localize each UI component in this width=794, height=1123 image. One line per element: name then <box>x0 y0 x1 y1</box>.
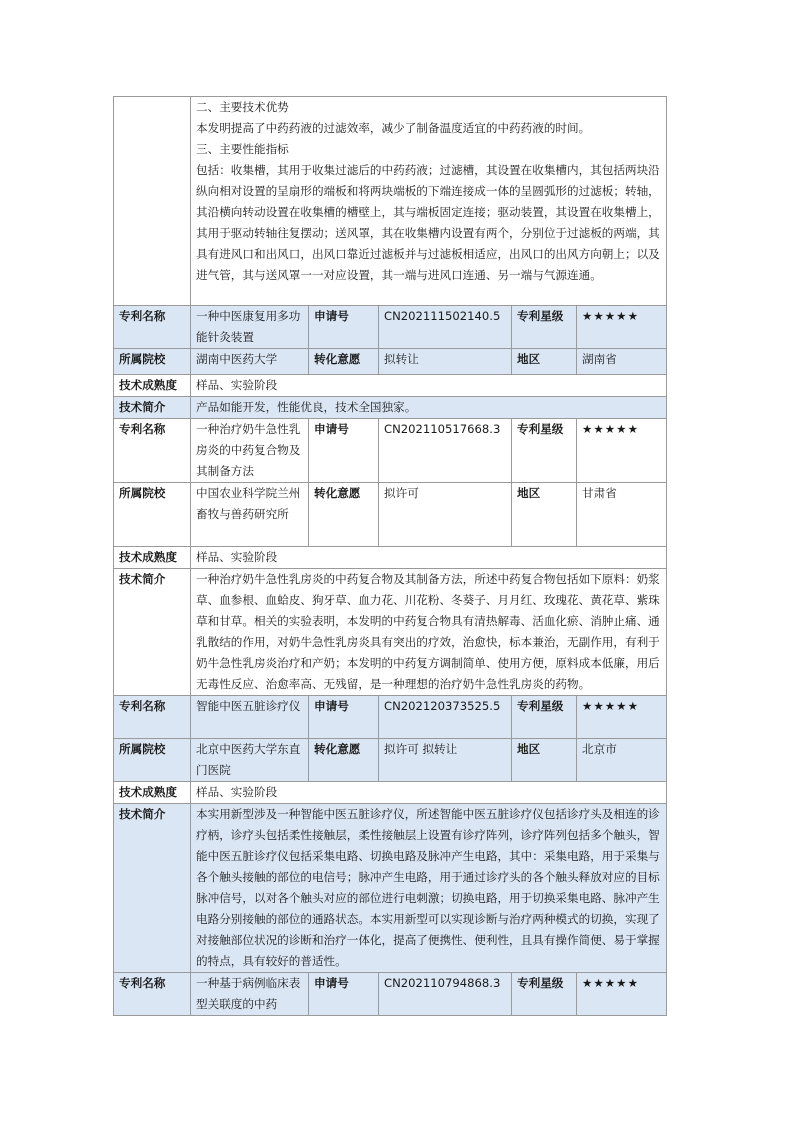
patent-name-label: 专利名称 <box>114 419 191 483</box>
app-no: CN202111502140.5 <box>379 306 512 349</box>
intent: 拟许可 拟转让 <box>379 739 512 782</box>
maturity: 样品、实验阶段 <box>191 547 667 569</box>
patent-table-page <box>113 96 666 1016</box>
indicators-text: 包括：收集槽，其用于收集过滤后的中药药液；过滤槽，其设置在收集槽内，其包括两块沿纵向相对设置的呈扇形的端板和将两块端板的下端连接成一体的呈圆弧形的过滤板；转轴，其沿横向转动设置在收集槽的槽壁上，其与端板固定连接；驱动装置，其设置在收集槽上，其用于驱动转轴往复摆动；送风罩，其在收集槽内设置有两个，分别位于过滤板的两端，其具有进风口和出风口，出风口靠近过滤板并与过滤板相适应，出风口的出风方向朝上；以及进气管，其与送风罩一一对应设置，其一端与进风口连通、另一端与气源连通。 <box>196 163 660 282</box>
star-rating: ★★★★★ <box>577 419 667 483</box>
continuation-row <box>114 97 667 306</box>
region-label: 地区 <box>512 483 577 547</box>
maturity: 样品、实验阶段 <box>191 375 667 397</box>
intent: 拟转让 <box>379 349 512 375</box>
indicators-heading: 三、主要性能指标 <box>196 142 289 156</box>
region-label: 地区 <box>512 349 577 375</box>
institution: 北京中医药大学东直门医院 <box>191 739 309 782</box>
app-no: CN202110517668.3 <box>379 419 512 483</box>
patent-2-name-row <box>114 419 667 483</box>
intent-label: 转化意愿 <box>309 483 379 547</box>
summary-label: 技术简介 <box>114 804 191 973</box>
patent-name-label: 专利名称 <box>114 973 191 1016</box>
app-no-label: 申请号 <box>309 306 379 349</box>
intent-label: 转化意愿 <box>309 739 379 782</box>
institution-label: 所属院校 <box>114 483 191 547</box>
maturity-label: 技术成熟度 <box>114 782 191 804</box>
app-no: CN202120373525.5 <box>379 696 512 739</box>
patent-name-label: 专利名称 <box>114 696 191 739</box>
app-no-label: 申请号 <box>309 419 379 483</box>
patent-name: 智能中医五脏诊疗仪 <box>191 696 309 739</box>
advantage-text: 本发明提高了中药药液的过滤效率，减少了制备温度适宜的中药药液的时间。 <box>196 121 591 135</box>
star-level-label: 专利星级 <box>512 419 577 483</box>
patent-name: 一种中医康复用多功能针灸装置 <box>191 306 309 349</box>
star-rating: ★★★★★ <box>577 696 667 739</box>
maturity-label: 技术成熟度 <box>114 547 191 569</box>
app-no-label: 申请号 <box>309 973 379 1016</box>
app-no-label: 申请号 <box>309 696 379 739</box>
patent-4-name-row <box>114 973 667 1016</box>
patent-name: 一种治疗奶牛急性乳房炎的中药复合物及其制备方法 <box>191 419 309 483</box>
patent-3-summary-row <box>114 804 667 973</box>
patent-table <box>113 96 667 1016</box>
patent-2-maturity-row <box>114 547 667 569</box>
institution-label: 所属院校 <box>114 349 191 375</box>
patent-3-institution-row <box>114 739 667 782</box>
intent-label: 转化意愿 <box>309 349 379 375</box>
summary-label: 技术简介 <box>114 397 191 419</box>
star-rating: ★★★★★ <box>577 306 667 349</box>
star-level-label: 专利星级 <box>512 306 577 349</box>
maturity-label: 技术成熟度 <box>114 375 191 397</box>
patent-1-summary-row <box>114 397 667 419</box>
app-no: CN202110794868.3 <box>379 973 512 1016</box>
summary: 本实用新型涉及一种智能中医五脏诊疗仪，所述智能中医五脏诊疗仪包括诊疗头及相连的诊疗柄，诊疗头包括柔性接触层，柔性接触层上设置有诊疗阵列，诊疗阵列包括多个触头，智能中医五脏诊疗仪包括采集电路、切换电路及脉冲产生电路，其中：采集电路，用于采集与各个触头接触的部位的电信号；脉冲产生电路，用于通过诊疗头的各个触头释放对应的目标脉冲信号，以对各个触头对应的部位进行电刺激；切换电路，用于切换采集电路、脉冲产生电路分别接触的部位的通路状态。本实用新型可以实现诊断与治疗两种模式的切换，实现了对接触部位状况的诊断和治疗一体化，提高了便携性、便利性，且具有操作简便、易于掌握的特点，具有较好的普适性。 <box>191 804 667 973</box>
patent-name: 一种基于病例临床表型关联度的中药 <box>191 973 309 1016</box>
patent-1-name-row <box>114 306 667 349</box>
region-label: 地区 <box>512 739 577 782</box>
intent: 拟许可 <box>379 483 512 547</box>
advantage-heading: 二、主要技术优势 <box>196 100 289 114</box>
continuation-cell <box>191 97 667 306</box>
institution-label: 所属院校 <box>114 739 191 782</box>
patent-2-institution-row <box>114 483 667 547</box>
region: 北京市 <box>577 739 667 782</box>
star-level-label: 专利星级 <box>512 696 577 739</box>
empty-label-cell <box>114 97 191 306</box>
patent-1-institution-row <box>114 349 667 375</box>
patent-3-maturity-row <box>114 782 667 804</box>
patent-3-name-row <box>114 696 667 739</box>
summary: 一种治疗奶牛急性乳房炎的中药复合物及其制备方法，所述中药复合物包括如下原料：奶浆草、血参根、血蛤皮、狗牙草、血力花、川花粉、冬葵子、月月红、玫瑰花、黄花草、紫珠草和甘草。相关的实验表明，本发明的中药复合物具有清热解毒、活血化瘀、消肿止痛、通乳散结的作用，对奶牛急性乳房炎具有突出的疗效，治愈快，标本兼治，无副作用，有利于奶牛急性乳房炎治疗和产奶；本发明的中药复方调制简单、使用方便，原料成本低廉，用后无毒性反应、治愈率高、无残留，是一种理想的治疗奶牛急性乳房炎的药物。 <box>191 569 667 696</box>
region: 甘肃省 <box>577 483 667 547</box>
patent-2-summary-row <box>114 569 667 696</box>
star-rating: ★★★★★ <box>577 973 667 1016</box>
institution: 中国农业科学院兰州畜牧与兽药研究所 <box>191 483 309 547</box>
institution: 湖南中医药大学 <box>191 349 309 375</box>
star-level-label: 专利星级 <box>512 973 577 1016</box>
summary: 产品如能开发，性能优良，技术全国独家。 <box>191 397 667 419</box>
patent-1-maturity-row <box>114 375 667 397</box>
region: 湖南省 <box>577 349 667 375</box>
patent-name-label: 专利名称 <box>114 306 191 349</box>
maturity: 样品、实验阶段 <box>191 782 667 804</box>
summary-label: 技术简介 <box>114 569 191 696</box>
